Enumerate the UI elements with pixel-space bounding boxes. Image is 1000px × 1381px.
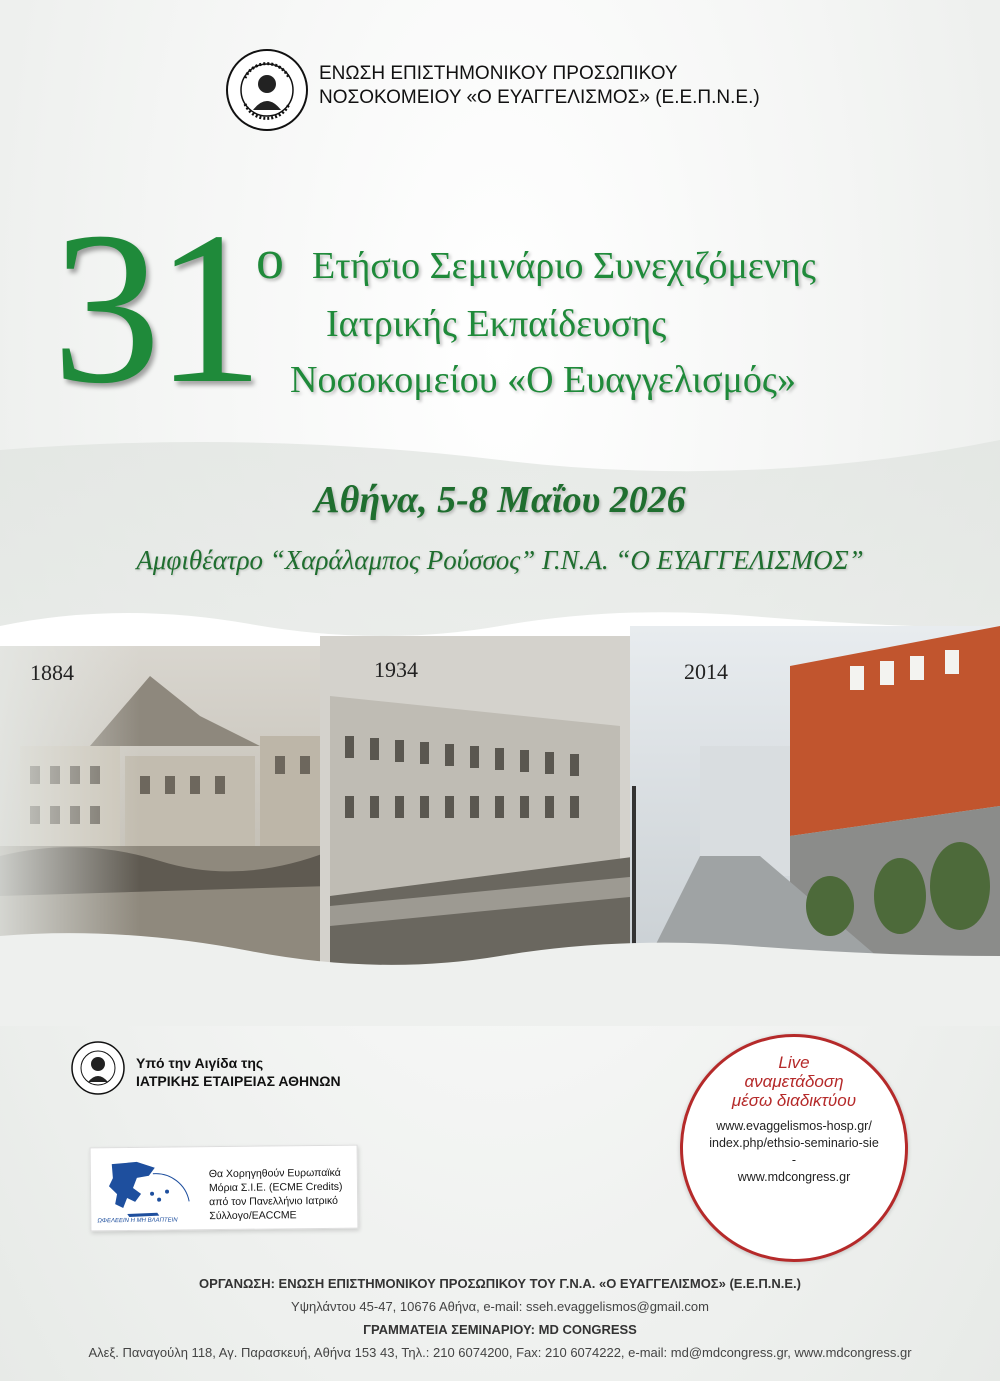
footer: [0, 1272, 1000, 1364]
edition-number: 31: [52, 188, 258, 429]
organization-seal-logo: [225, 48, 309, 132]
medical-society-seal-logo: [70, 1040, 126, 1096]
credits-line3: από τον Πανελλήνιο Ιατρικό: [209, 1194, 338, 1209]
patronage-line2: ΙΑΤΡΙΚΗΣ ΕΤΑΙΡΕΙΑΣ ΑΘΗΝΩΝ: [136, 1073, 341, 1089]
evaggelismos-link-part1[interactable]: www.evaggelismos-hosp.gr/: [716, 1119, 872, 1133]
year-label-2014: 2014: [684, 659, 728, 684]
live-line1: αναμετάδοση: [744, 1072, 844, 1091]
credits-card: [90, 1145, 359, 1232]
patronage-line1: Υπό την Αιγίδα της: [136, 1055, 264, 1071]
edition-superscript: ο: [256, 229, 284, 291]
photo-1934: [320, 636, 640, 976]
footer-secretariat: ΓΡΑΜΜΑΤΕΙΑ ΣΕΜΙΝΑΡΙΟΥ: MD CONGRESS: [363, 1322, 637, 1337]
evaggelismos-link-part2[interactable]: index.php/ethsio-seminario-sie: [709, 1136, 879, 1150]
footer-organizer: ΟΡΓΑΝΩΣΗ: ΕΝΩΣΗ ΕΠΙΣΤΗΜΟΝΙΚΟΥ ΠΡΟΣΩΠΙΚΟΥ ΤΟΥ Γ.Ν.Α. «Ο ΕΥΑΓΓΕΛΙΣΜΟΣ» (Ε.Ε.Π.Ν.Ε.): [199, 1276, 801, 1291]
title-line1: Ετήσιο Σεμινάριο Συνεχιζόμενης: [312, 245, 816, 287]
credits-map-caption: ΩΦΕΛΕΕΙΝ Η ΜΗ ΒΛΑΠΤΕΙΝ: [97, 1217, 178, 1225]
organization-name-line1: ΕΝΩΣΗ ΕΠΙΣΤΗΜΟΝΙΚΟΥ ΠΡΟΣΩΠΙΚΟΥ: [319, 63, 678, 84]
footer-organizer-address: Υψηλάντου 45-47, 10676 Αθήνα, e-mail: sseh.evaggelismos@gmail.com: [291, 1299, 709, 1314]
live-title: Live: [778, 1053, 810, 1072]
patronage-block: [70, 1040, 390, 1100]
mdcongress-link[interactable]: www.mdcongress.gr: [737, 1170, 851, 1184]
title-line3: Νοσοκομείου «Ο Ευαγγελισμός»: [290, 359, 796, 401]
credits-line4: Σύλλογο/EACCME: [209, 1209, 297, 1223]
year-label-1934: 1934: [374, 657, 418, 682]
live-line2: μέσω διαδικτύου: [731, 1091, 857, 1110]
title-line2: Ιατρικής Εκπαίδευσης: [326, 303, 667, 345]
event-venue: Αμφιθέατρο “Χαράλαμπος Ρούσσος” Γ.Ν.Α. “Ο ΕΥΑΓΓΕΛΙΣΜΟΣ”: [136, 545, 864, 575]
patronage-text: [136, 1054, 341, 1090]
credits-text: [209, 1166, 343, 1223]
organization-name-line2: ΝΟΣΟΚΟΜΕΙΟΥ «Ο ΕΥΑΓΓΕΛΙΣΜΟΣ» (Ε.Ε.Π.Ν.Ε.): [319, 87, 760, 108]
greece-map-logo: [97, 1153, 198, 1224]
live-separator: -: [791, 1153, 797, 1167]
credits-line1: Θα Χορηγηθούν Ευρωπαϊκά: [208, 1166, 341, 1181]
event-date: Αθήνα, 5-8 Μαΐου 2026: [314, 479, 686, 521]
live-stream-badge: [680, 1034, 908, 1262]
footer-secretariat-address: Αλεξ. Παναγούλη 118, Αγ. Παρασκευή, Αθήνα 153 43, Τηλ.: 210 6074200, Fax: 210 6074222, e-mail: md@mdcongress.gr, www.mdcongress.gr: [88, 1345, 912, 1360]
credits-line2: Μόρια Σ.Ι.Ε. (ECME Credits): [208, 1180, 343, 1195]
header: [225, 48, 825, 138]
organization-name: [319, 62, 760, 110]
year-label-1884: 1884: [30, 660, 74, 685]
hospital-history-photo-strip: [0, 606, 1000, 1026]
